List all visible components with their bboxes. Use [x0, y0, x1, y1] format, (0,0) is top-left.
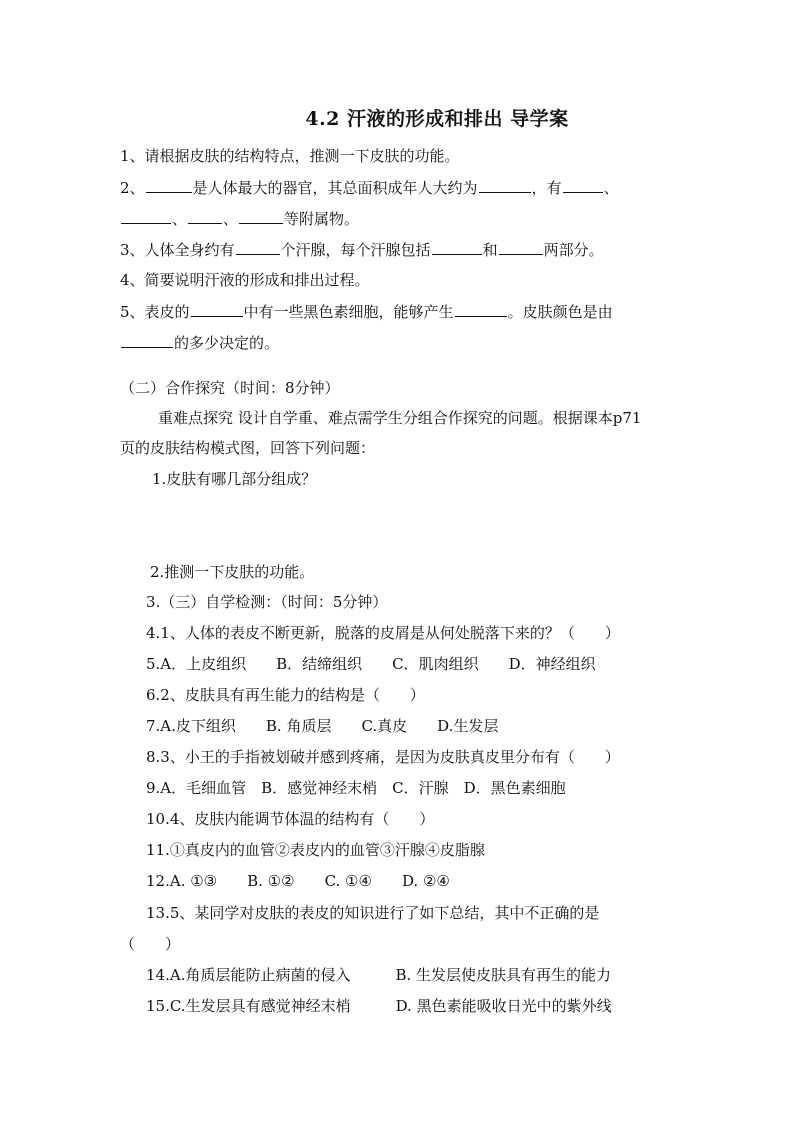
exercise-line: 11.①真皮内的血管②表皮内的血管③汗腺④皮脂腺 — [146, 841, 485, 859]
section-2-question-2: 2.推测一下皮肤的功能。 — [150, 563, 315, 581]
fill-blank — [121, 208, 171, 224]
fill-blank — [188, 208, 222, 224]
page-title: 4.2 汗液的形成和排出 导学案 — [305, 108, 569, 130]
question-4: 4、简要说明汗液的形成和排出过程。 — [120, 271, 370, 289]
exercise-line: 4.1、人体的表皮不断更新，脱落的皮屑是从何处脱落下来的？（ ） — [146, 624, 620, 642]
exercise-line: 13.5、某同学对皮肤的表皮的知识进行了如下总结，其中不正确的是 — [146, 904, 600, 922]
exercise-line: （ ） — [120, 935, 181, 953]
section-2-text-1: 重难点探究 设计自学重、难点需学生分组合作探究的问题。根据课本p71 — [158, 409, 642, 427]
q2-text: ，有 — [531, 179, 562, 197]
q5-text: 的多少决定的。 — [174, 334, 280, 352]
section-3-heading: 3.（三）自学检测：（时间：5分钟） — [146, 593, 388, 611]
exercise-line: 10.4、皮肤内能调节体温的结构有（ ） — [146, 810, 435, 828]
q3-text: 3、人体全身约有 — [120, 241, 235, 259]
question-2-line-1 — [120, 177, 619, 198]
q2-text: 2、 — [120, 179, 145, 197]
section-2-heading: （二）合作探究（时间：8分钟） — [120, 379, 340, 397]
fill-blank — [239, 208, 283, 224]
q2-text: 等附属物。 — [284, 210, 360, 228]
exercise-line: 5.A．上皮组织 B．结缔组织 C．肌肉组织 D．神经组织 — [146, 655, 596, 673]
exercise-line: 9.A．毛细血管 B．感觉神经末梢 C．汗腺 D．黑色素细胞 — [146, 779, 566, 797]
fill-blank — [479, 177, 531, 193]
q2-text: 、 — [172, 210, 188, 228]
q5-text: 。皮肤颜色是由 — [507, 303, 613, 321]
section-2-question-1: 1.皮肤有哪几部分组成？ — [152, 470, 317, 488]
q3-text: 个汗腺，每个汗腺包括 — [280, 241, 431, 259]
exercise-line: 15.C.生发层具有感觉神经末梢 D. 黑色素能吸收日光中的紫外线 — [146, 997, 612, 1015]
exercise-line: 12.A. ①③ B. ①② C. ①④ D. ②④ — [146, 872, 450, 890]
exercise-line: 6.2、皮肤具有再生能力的结构是（ ） — [146, 686, 425, 704]
exercise-line: 8.3、小王的手指被划破并感到疼痛，是因为皮肤真皮里分布有（ ） — [146, 748, 620, 766]
question-3 — [120, 239, 604, 260]
q5-text: 5、表皮的 — [120, 303, 190, 321]
fill-blank — [191, 301, 243, 317]
q2-text: 、 — [223, 210, 239, 228]
q2-text: 是人体最大的器官，其总面积成年人大约为 — [192, 179, 478, 197]
question-2-line-2 — [120, 208, 359, 229]
question-1: 1、请根据皮肤的结构特点，推测一下皮肤的功能。 — [120, 147, 460, 165]
fill-blank — [236, 239, 280, 255]
fill-blank — [563, 177, 603, 193]
q3-text: 两部分。 — [543, 241, 604, 259]
fill-blank — [455, 301, 507, 317]
question-5-line-2 — [120, 332, 279, 353]
exercise-line: 14.A.角质层能防止病菌的侵入 B. 生发层使皮肤具有再生的能力 — [146, 966, 612, 984]
question-5-line-1 — [120, 301, 613, 322]
fill-blank — [146, 177, 192, 193]
fill-blank — [432, 239, 482, 255]
fill-blank — [121, 332, 173, 348]
exercise-line: 7.A.皮下组织 B. 角质层 C.真皮 D.生发层 — [146, 717, 499, 735]
q3-text: 和 — [482, 241, 498, 259]
q5-text: 中有一些黑色素细胞，能够产生 — [243, 303, 454, 321]
q2-text: 、 — [603, 179, 619, 197]
section-2-text-2: 页的皮肤结构模式图，回答下列问题： — [120, 439, 376, 457]
fill-blank — [499, 239, 543, 255]
